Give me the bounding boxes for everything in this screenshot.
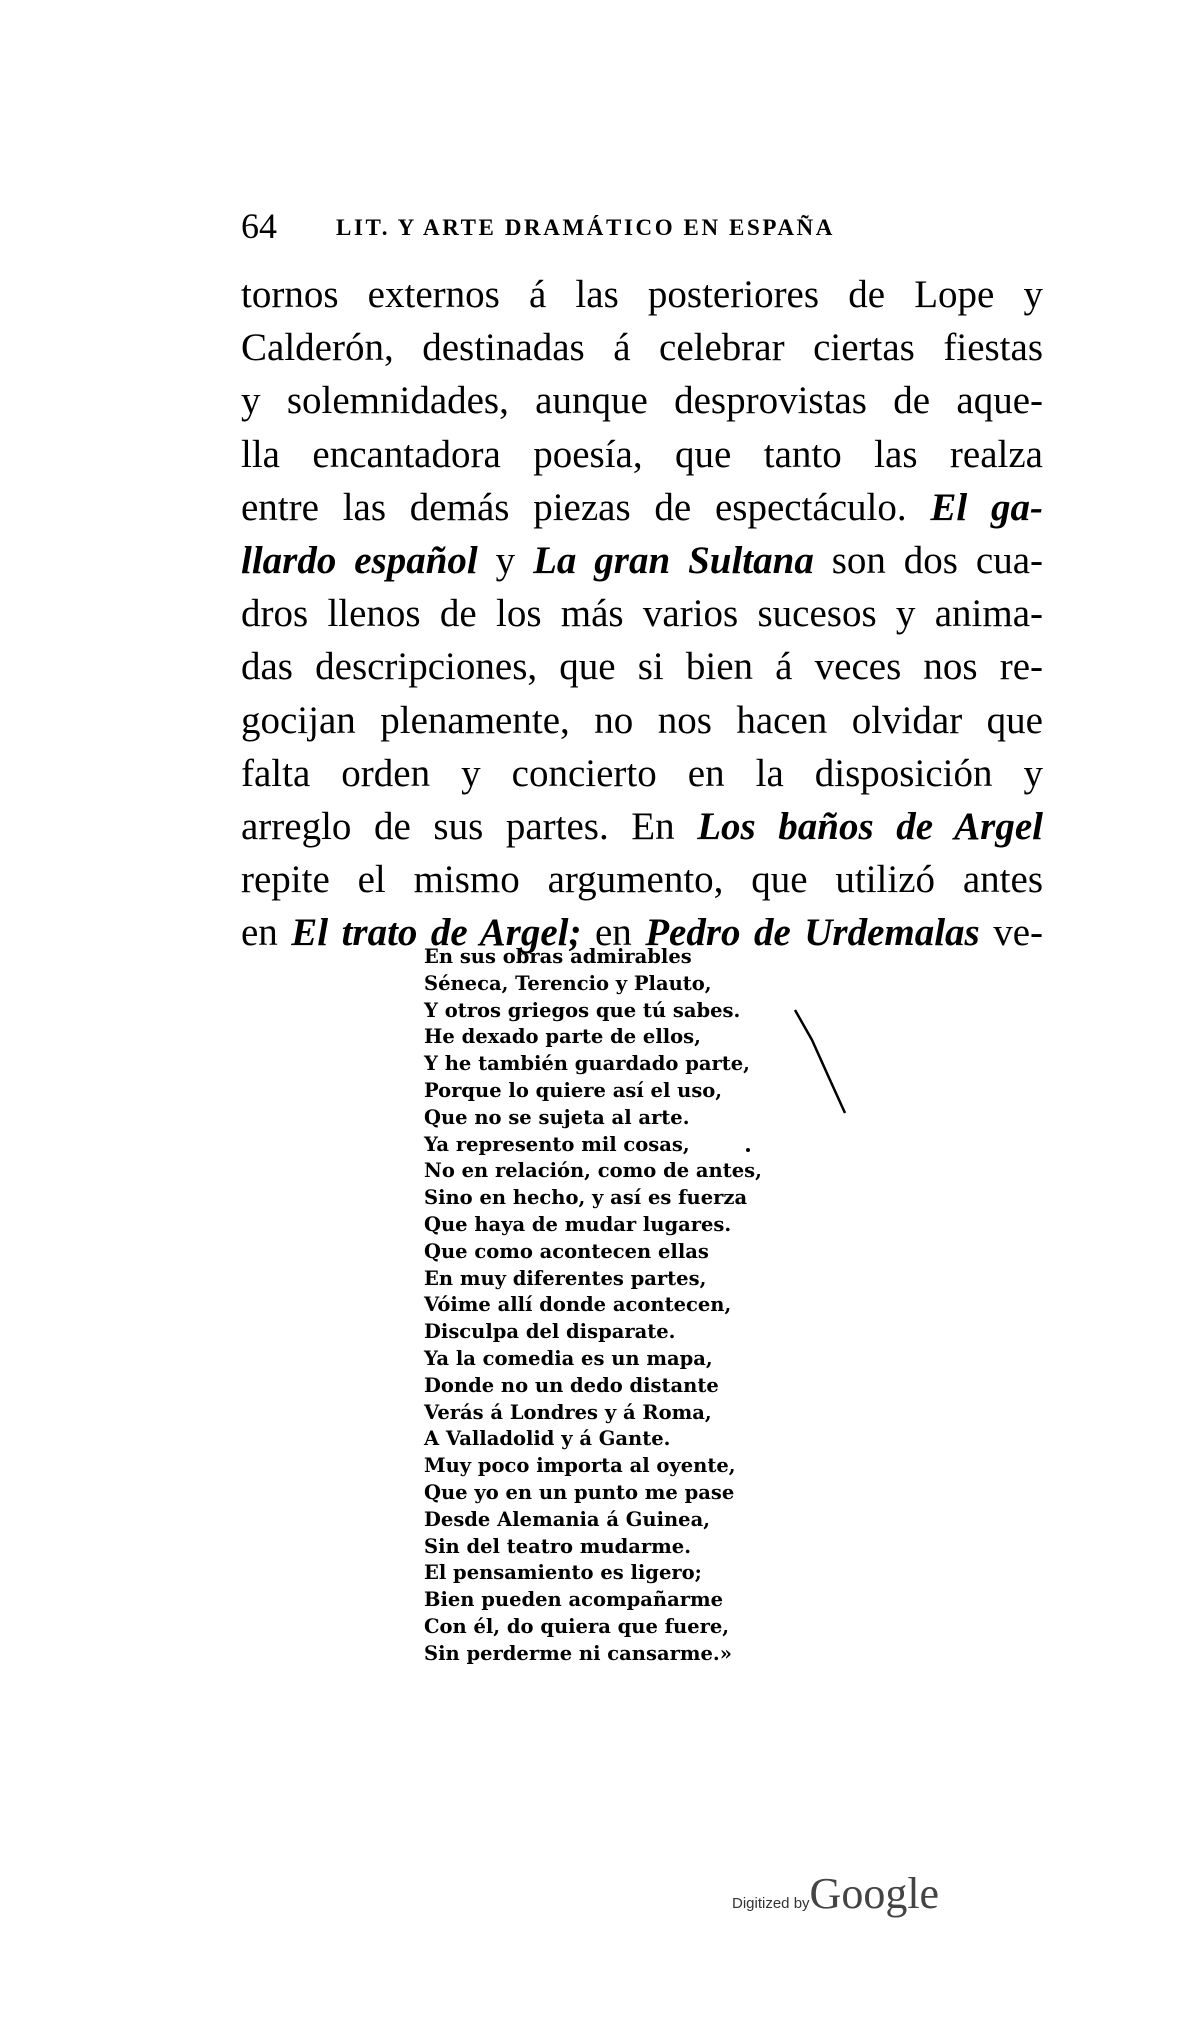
italic-title-text: Los baños de Argel — [697, 804, 1043, 848]
poem-line: Porque lo quiere así el uso, — [424, 1078, 723, 1102]
poem-line: Ya represento mil cosas, — [424, 1132, 690, 1156]
poem-line: El pensamiento es ligero; — [424, 1561, 702, 1585]
poem-line: He dexado parte de ellos, — [424, 1025, 701, 1049]
poem-line: Bien pueden acompañarme — [424, 1588, 724, 1612]
poem-line: En muy diferentes partes, — [424, 1266, 707, 1290]
poem-line: No en relación, como de antes, — [424, 1159, 762, 1183]
poem-line: Que haya de mudar lugares. — [424, 1212, 732, 1236]
poem-line: Vóime allí donde acontecen, — [424, 1293, 732, 1317]
poem-line: Y otros griegos que tú sabes. — [424, 998, 741, 1022]
body-text-segment: en — [581, 911, 646, 955]
body-text-segment: lla encantadora poesía, que tanto las realza — [241, 432, 1043, 476]
body-text-segment: ve- — [979, 911, 1043, 955]
poem-line: Verás á Londres y á Roma, — [424, 1400, 712, 1424]
body-text-segment: en — [241, 911, 292, 955]
poem-line: Muy poco importa al oyente, — [424, 1454, 736, 1478]
poem-line: Ya la comedia es un mapa, — [424, 1346, 713, 1370]
body-text-segment: gocijan plenamente, no nos hacen olvidar que — [241, 698, 1043, 742]
poem-line: Séneca, Terencio y Plauto, — [424, 971, 712, 995]
running-title: LIT. Y ARTE DRAMÁTICO EN ESPAÑA — [336, 215, 835, 240]
italic-title-text: El trato de Argel; — [291, 911, 582, 955]
digitized-by-google-watermark — [732, 1868, 939, 1919]
body-text-segment: arreglo de sus partes. En — [241, 804, 698, 848]
poem-line: Desde Alemania á Guinea, — [424, 1507, 711, 1531]
poem-line: Donde no un dedo distante — [424, 1373, 719, 1397]
poem-line: Que no se sujeta al arte. — [424, 1105, 690, 1129]
watermark-prefix: Digitized by — [732, 1895, 810, 1912]
poem-line: Con él, do quiera que fuere, — [424, 1614, 730, 1638]
poem-line: En sus obras admirables — [424, 945, 692, 968]
italic-title-text: Pedro de Urdemalas — [645, 911, 980, 955]
poem-line: Sino en hecho, y así es fuerza — [424, 1186, 748, 1210]
italic-title-text: La gran Sultana — [533, 538, 814, 582]
body-text-segment: dros llenos de los más varios sucesos y anima- — [241, 592, 1043, 636]
italic-title-text: El ga- — [930, 485, 1043, 529]
italic-title-text: llardo español — [241, 538, 478, 582]
poem-line: Que como acontecen ellas — [424, 1239, 709, 1263]
body-text-segment: repite el mismo argumento, que utilizó antes — [241, 858, 1043, 902]
poem-line: Que yo en un punto me pase — [424, 1480, 735, 1504]
body-text-segment: das descripciones, que si bien á veces nos re- — [241, 645, 1043, 689]
page-number: 64 — [241, 206, 277, 246]
body-text-segment: y solemnidades, aunque desprovistas de aque- — [241, 379, 1043, 423]
google-logo: Google — [809, 1869, 940, 1918]
body-text-segment: falta orden y concierto en la disposición y — [241, 751, 1043, 795]
poem-line: Y he también guardado parte, — [424, 1052, 750, 1076]
body-text-segment: son dos cua- — [813, 538, 1043, 582]
poem-line: Sin del teatro mudarme. — [424, 1534, 692, 1558]
body-text-segment: tornos externos á las posteriores de Lope y — [241, 273, 1043, 316]
poem-line: Sin perderme ni cansarme.» — [424, 1641, 732, 1665]
body-text-segment: Calderón, destinadas á celebrar ciertas fiestas — [241, 326, 1043, 370]
body-text-segment: entre las demás piezas de espectáculo. — [241, 485, 931, 529]
poem-line: A Valladolid y á Gante. — [424, 1427, 671, 1451]
poem-line: Disculpa del disparate. — [424, 1320, 676, 1344]
body-text-segment: y — [477, 538, 534, 582]
